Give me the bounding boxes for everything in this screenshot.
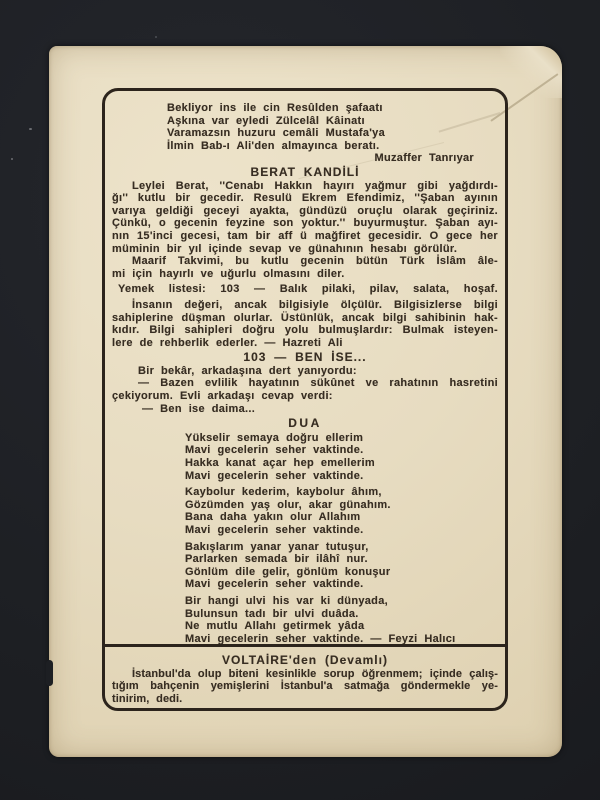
text-line: Gözümden yaş olur, akar günahım. [185,498,391,511]
text-line: — Ben ise daima... [142,402,256,415]
text-line: Varamazsın huzuru cemâli Mustafa'ya [167,127,386,140]
dust-speck [29,128,32,130]
berat-kandili-heading: BERAT KANDİLİ [250,164,360,179]
paper-edge-notch [46,660,53,686]
dust-speck [11,158,13,160]
text-line: tinirim, dedi. [112,692,183,705]
menu-line: Yemek listesi: 103 — Balık pilaki, pilav, salata, hoşaf. [118,283,498,296]
text-line: Bekliyor ins ile cin Resûlden şafaatı [167,102,383,114]
dua-stanza-1 [185,432,498,482]
text-line: Gönlüm dile gelir, gönlüm konuşur [185,565,391,578]
text-line: Mavi gecelerin seher vaktinde. — Feyzi Halıcı [185,632,456,644]
hazreti-ali-quote [112,299,498,349]
text-line: Çünkü, o gecenin feyzine son yoktur.'' buyurmuştur. Şaban ayı- [112,217,498,230]
paper-page [49,46,562,757]
voltaire-paragraph [112,668,498,706]
text-line: varıya geldiği geceyi ayakta, gündüzü oruçlu olarak geçiriniz. [112,204,498,217]
text-line: Mavi gecelerin seher vaktinde. [185,524,364,536]
text-line: İlmin Bab-ı Ali'den almayınca beratı. [167,139,380,152]
text-line: İstanbul'da olup biteni kesinlikle sorup öğrenmem; içinde çalış- [132,667,498,680]
text-line: Hakka kanat açar hep emellerim [185,457,375,470]
text-line: nın 15'inci gecesi, tam bir aff ü mağfiret gecesidir. O gece her [112,229,498,242]
text-line: Bir hangi ulvi his var ki dünyada, [185,594,388,607]
main-section [105,91,505,644]
text-line: Ne mutlu Allahı getirmek yâda [185,620,365,633]
text-line: Maarif Takvimi, bu kutlu gecenin bütün Türk İslâm âle- [132,255,498,268]
content-frame [102,88,508,711]
text-line: kıdır. Bilgi sahipleri doğru yolu bulmuşlardır: Bulmak isteyen- [112,324,498,337]
dua-stanza-4 [185,595,498,644]
text-line: müminin bir yıl içinde sevap ve günahının hesabı görülür. [112,242,458,255]
voltaire-heading: VOLTAİRE'den (Devamlı) [222,653,388,667]
text-line: Kaybolur kederim, kaybolur âhım, [185,486,382,499]
opening-poem [167,102,498,152]
text-line: — Bazen evlilik hayatının sükûnet ve rahatının hasretini [138,377,498,390]
text-line: sahiplerine düşman olurlar. Üstünlük, ancak bilgi sahibinin hak- [112,311,498,324]
text-line: mi için hayırlı ve uğurlu olmasını diler. [112,267,345,280]
text-line: çekiyorum. Evli arkadaşı cevap verdi: [112,390,333,403]
text-line: Bir bekâr, arkadaşına dert yanıyordu: [138,364,357,377]
text-line: Mavi gecelerin seher vaktinde. [185,578,364,591]
text-line: Leylei Berat, ''Cenabı Hakkın hayırı yağmur gibi yağdırdı- [132,179,498,192]
dua-stanza-3 [185,541,498,591]
text-line: tığım bahçenin yemişlerini İstanbul'a satmağa göndermekle ye- [112,680,498,693]
text-line: Bulunsun tadı bir ulvi duâda. [185,607,359,620]
dua-heading: DUA [288,416,322,431]
text-line: Bana daha yakın olur Allahım [185,511,361,524]
text-line: lere de rehberlik ederler. — Hazreti Ali [112,336,343,349]
voltaire-section [105,647,505,708]
text-line: İnsanın değeri, ancak bilgisiyle ölçülür. Bilgisizlerse bilgi [132,298,498,311]
dust-speck [155,36,157,38]
text-line: Parlarken semada bir ilâhî nur. [185,553,368,566]
poem-attribution: Muzaffer Tanrıyar [374,152,474,165]
berat-paragraph-1 [112,180,498,256]
text-line: Mavi gecelerin seher vaktinde. [185,469,364,482]
berat-paragraph-2 [112,255,498,280]
ben-ise-heading: 103 — BEN İSE... [243,350,367,365]
dua-stanza-2 [185,486,498,536]
text-line: Mavi gecelerin seher vaktinde. [185,444,364,457]
text-line: Aşkına var eyledi Zülcelâl Kâinatı [167,114,365,127]
ben-ise-dialogue [112,365,498,415]
text-line: ğı'' kutlu bir gecedir. Resulü Ekrem Efendimiz, ''Şaban ayının [112,192,498,205]
text-line: Bakışlarım yanar yanar tutuşur, [185,540,369,553]
text-line: Yükselir semaya doğru ellerim [185,431,364,444]
